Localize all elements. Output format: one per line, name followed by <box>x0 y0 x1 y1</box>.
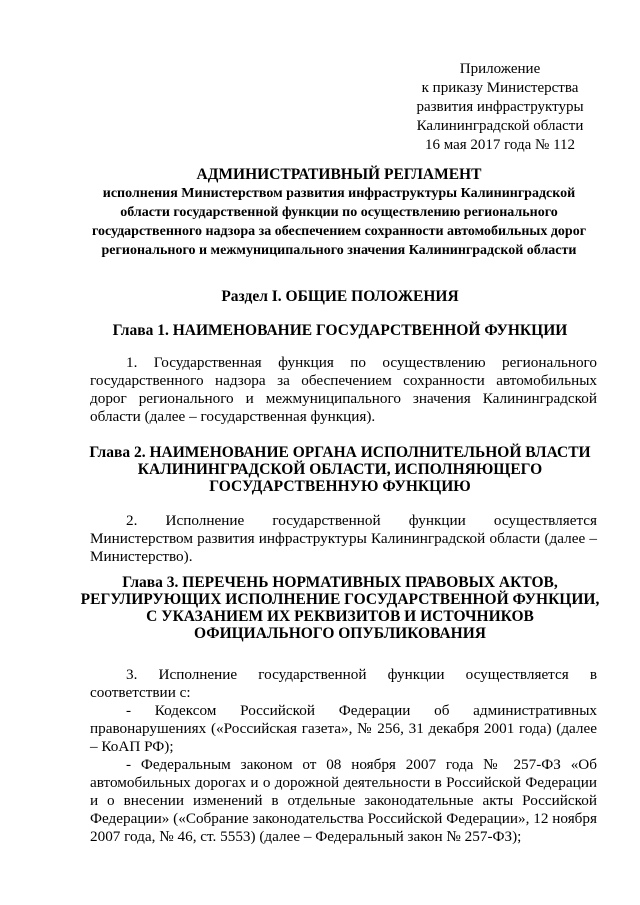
legal-act-item <box>90 702 597 756</box>
legal-act-item <box>90 756 597 846</box>
document-subtitle: исполнения Министерством развития инфраструктуры Калининградской области государственной функции по осуществлению регионального государственного надзора за обеспечением сохранности автомобильных дорог регионального и межмуниципального значения Калининградской области <box>91 186 587 258</box>
chapter-2-paragraph <box>90 512 597 566</box>
document-title: АДМИНИСТРАТИВНЫЙ РЕГЛАМЕНТ <box>196 166 482 183</box>
appendix-line: Калининградской области <box>416 118 584 134</box>
appendix-line: развития инфраструктуры <box>416 99 584 115</box>
document-title-block <box>84 166 594 260</box>
chapter-1-heading: Глава 1. НАИМЕНОВАНИЕ ГОСУДАРСТВЕННОЙ ФУНКЦИИ <box>112 322 568 339</box>
section-heading: Раздел I. ОБЩИЕ ПОЛОЖЕНИЯ <box>221 288 459 305</box>
appendix-stamp <box>400 60 600 155</box>
chapter-2-heading: Глава 2. НАИМЕНОВАНИЕ ОРГАНА ИСПОЛНИТЕЛЬНОЙ ВЛАСТИ КАЛИНИНГРАДСКОЙ ОБЛАСТИ, ИСПОЛНЯЮЩЕГО ГОСУДАРСТВЕННУЮ ФУНКЦИЮ <box>89 444 591 495</box>
paragraph-text: 3. Исполнение государственной функции осуществляется в соответствии с: <box>90 666 597 701</box>
appendix-date-line: 16 мая 2017 года № 112 <box>424 137 576 153</box>
chapter-3-heading: Глава 3. ПЕРЕЧЕНЬ НОРМАТИВНЫХ ПРАВОВЫХ АКТОВ, РЕГУЛИРУЮЩИХ ИСПОЛНЕНИЕ ГОСУДАРСТВЕННОЙ ФУНКЦИИ, С УКАЗАНИЕМ ИХ РЕКВИЗИТОВ И ИСТОЧНИКОВ ОФИЦИАЛЬНОГО ОПУБЛИКОВАНИЯ <box>80 574 600 642</box>
chapter-3-paragraph <box>90 666 597 702</box>
paragraph-text: 1. Государственная функция по осуществлению регионального государственного надзора за обеспечением сохранности автомобильных дорог регионального и межмуниципального значения Калининградской области (далее – государственная функция). <box>90 354 597 425</box>
list-item-text: - Федеральным законом от 08 ноября 2007 года № 257-ФЗ «Об автомобильных дорогах и о дорожной деятельности в Российской Федерации и о внесении изменений в отдельные законодательные акты Российской Федерации» («Собрание законодательства Российской Федерации», 12 ноября 2007 года, № 46, ст. 5553) (далее – Федеральный закон № 257-ФЗ); <box>90 756 597 845</box>
appendix-line: к приказу Министерства <box>421 80 579 96</box>
chapter-1-paragraph <box>90 354 597 426</box>
paragraph-text: 2. Исполнение государственной функции осуществляется Министерством развития инфраструктуры Калининградской области (далее – Министерство). <box>90 512 597 565</box>
appendix-line: Приложение <box>459 61 541 77</box>
chapter-3-body <box>90 666 597 846</box>
list-item-text: - Кодексом Российской Федерации об административных правонарушениях («Российская газета», № 256, 31 декабря 2001 года) (далее – КоАП РФ); <box>90 702 597 755</box>
